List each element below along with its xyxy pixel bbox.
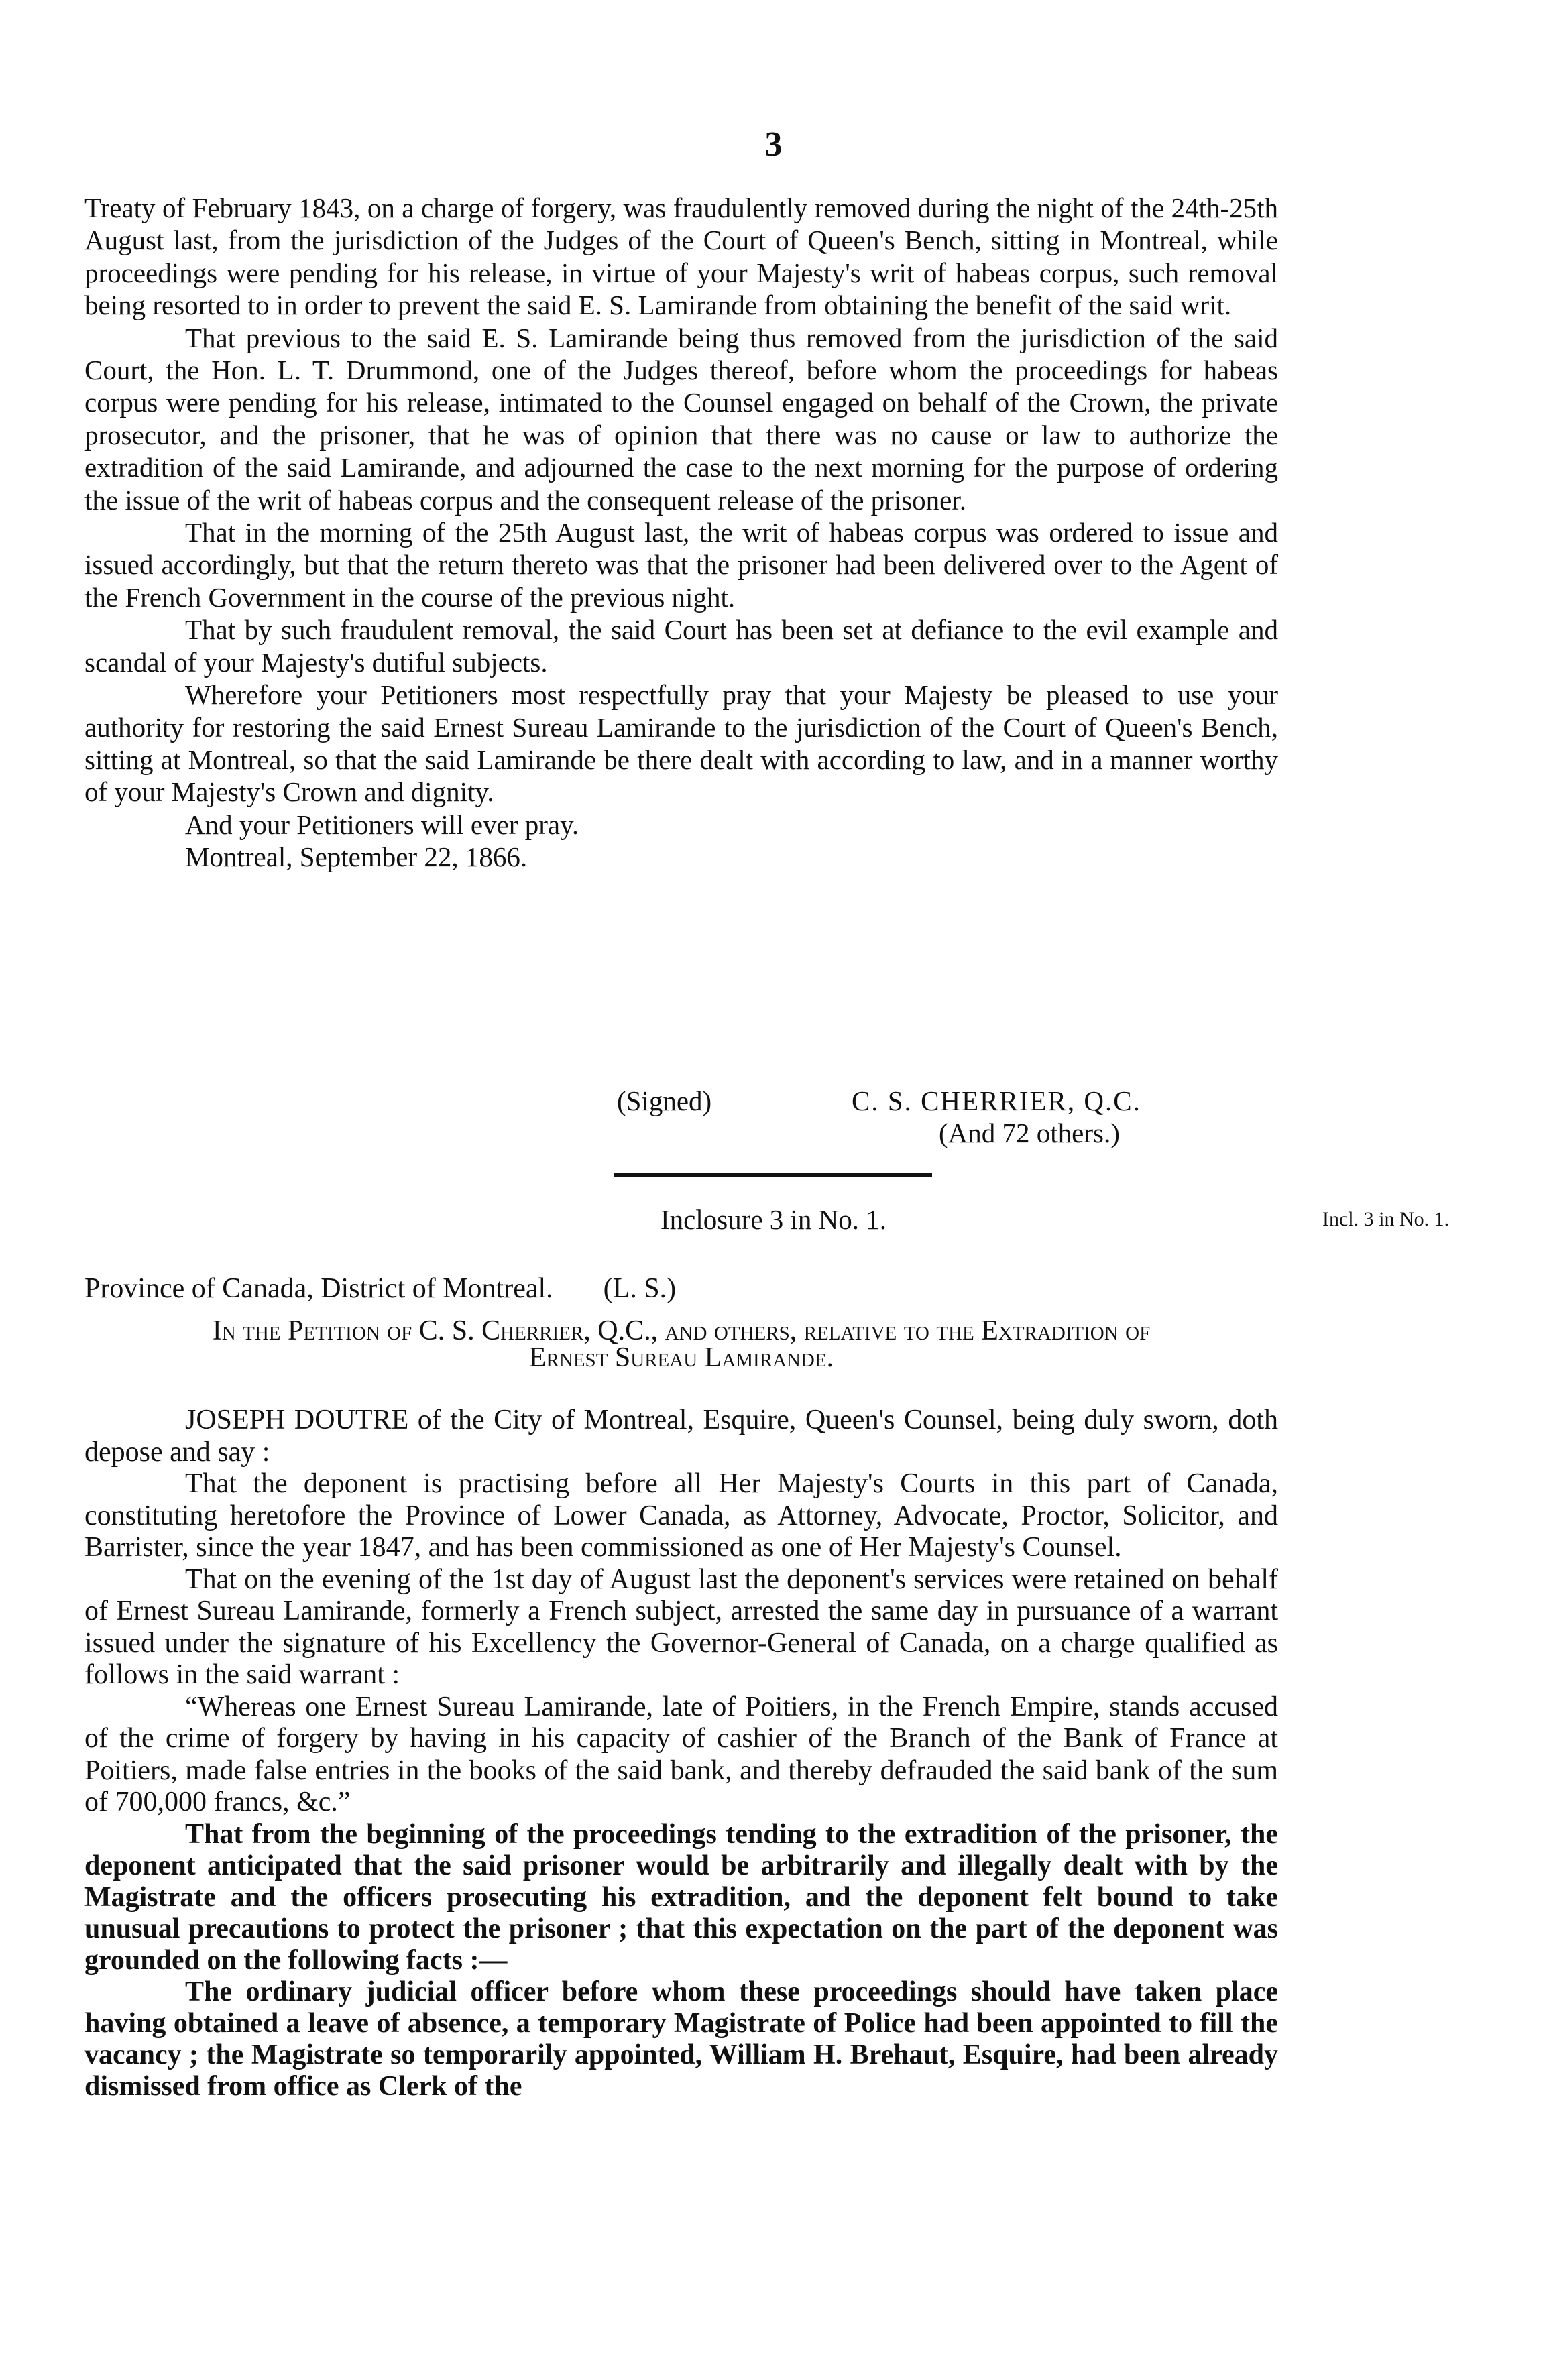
paragraph: JOSEPH DOUTRE of the City of Montreal, Esquire, Queen's Counsel, being duly sworn, doth depose and say :	[84, 1405, 1278, 1468]
paragraph: That from the beginning of the proceedings tending to the extradition of the prisoner, the deponent anticipated that the said prisoner would be arbitrarily and illegally dealt with by the Magistrate and the officers prosecuting his extradition, and the deponent felt bound to take unusual precautions to protect the prisoner ; that this expectation on the part of the deponent was grounded on the following facts :—	[84, 1818, 1278, 1976]
closing-prayer: And your Petitioners will ever pray.	[185, 809, 579, 840]
paragraph: That in the morning of the 25th August last, the writ of habeas corpus was ordered to issue and issued accordingly, but that the return thereto was that the prisoner had been delivered over to the Agent of the French Government in the course of the previous night.	[84, 517, 1278, 613]
affidavit-body	[84, 1405, 1278, 2102]
signatory-name: C. S. CHERRIER, Q.C.	[852, 1085, 1141, 1116]
paragraph: That by such fraudulent removal, the said Court has been set at defiance to the evil example and scandal of your Majesty's dutiful subjects.	[84, 614, 1278, 678]
page-number: 3	[764, 125, 783, 164]
margin-note: Incl. 3 in No. 1.	[1322, 1208, 1450, 1230]
date-line: Montreal, September 22, 1866.	[185, 841, 528, 873]
paragraph: Wherefore your Petitioners most respectfully pray that your Majesty be pleased to use your authority for restoring the said Ernest Sureau Lamirande to the jurisdiction of the Court of Queen's Bench, sitting at Montreal, so that the said Lamirande be there dealt with according to law, and in a manner worthy of your Majesty's Crown and dignity.	[84, 679, 1278, 808]
paragraph: That the deponent is practising before all Her Majesty's Courts in this part of Canada, constituting heretofore the Province of Lower Canada, as Attorney, Advocate, Proctor, Solicitor, and Barrister, since the year 1847, and has been commissioned as one of Her Majesty's Counsel.	[84, 1468, 1278, 1563]
province-text: Province of Canada, District of Montreal.	[84, 1273, 553, 1304]
paragraph: Treaty of February 1843, on a charge of forgery, was fraudulently removed during the night of the 24th-25th August last, from the jurisdiction of the Judges of the Court of Queen's Bench, sitting in Montreal, while proceedings were pending for his release, in virtue of your Majesty's writ of habeas corpus, such removal being resorted to in order to prevent the said E. S. Lamirande from obtaining the benefit of the said writ.	[84, 192, 1278, 321]
paragraph: That previous to the said E. S. Lamirande being thus removed from the jurisdiction of the said Court, the Hon. L. T. Drummond, one of the Judges thereof, before whom the proceedings for habeas corpus were pending for his release, intimated to the Counsel engaged on behalf of the Crown, the private prosecutor, and the prisoner, that he was of opinion that there was no cause or law to authorize the extradition of the said Lamirande, and adjourned the case to the next morning for the purpose of ordering the issue of the writ of habeas corpus and the consequent release of the prisoner.	[84, 322, 1278, 516]
paragraph: That on the evening of the 1st day of August last the deponent's services were retained on behalf of Ernest Sureau Lamirande, formerly a French subject, arrested the same day in pursuance of a warrant issued under the signature of his Excellency the Governor-General of Canada, on a charge qualified as follows in the said warrant :	[84, 1563, 1278, 1690]
province-line	[84, 1272, 676, 1305]
paragraph: The ordinary judicial officer before whom these proceedings should have taken place having obtained a leave of absence, a temporary Magistrate of Police had been appointed to fill the vacancy ; the Magistrate so temporarily appointed, William H. Brehaut, Esquire, had been already dismissed from office as Clerk of the	[84, 1976, 1278, 2102]
petition-title	[84, 1317, 1278, 1371]
other-signatories: (And 72 others.)	[939, 1118, 1120, 1148]
section-divider	[614, 1173, 932, 1177]
seal-mark: (L. S.)	[603, 1273, 677, 1304]
petition-title-name: Ernest Sureau Lamirande.	[528, 1342, 834, 1373]
petition-body	[84, 192, 1278, 874]
quoted-warrant: “Whereas one Ernest Sureau Lamirande, late of Poitiers, in the French Empire, stands accused of the crime of forgery by having in his capacity of cashier of the Branch of the Bank of France at Poitiers, made false entries in the books of the said bank, and thereby defrauded the said bank of the sum of 700,000 francs, &c.”	[84, 1691, 1278, 1818]
signed-label: (Signed)	[617, 1085, 712, 1116]
petition-title-line: In the Petition of C. S. Cherrier, Q.C., and others, relative to the Extradition of	[212, 1315, 1151, 1346]
bold-section	[84, 1819, 1278, 2102]
inclosure-heading: Inclosure 3 in No. 1.	[660, 1204, 887, 1235]
